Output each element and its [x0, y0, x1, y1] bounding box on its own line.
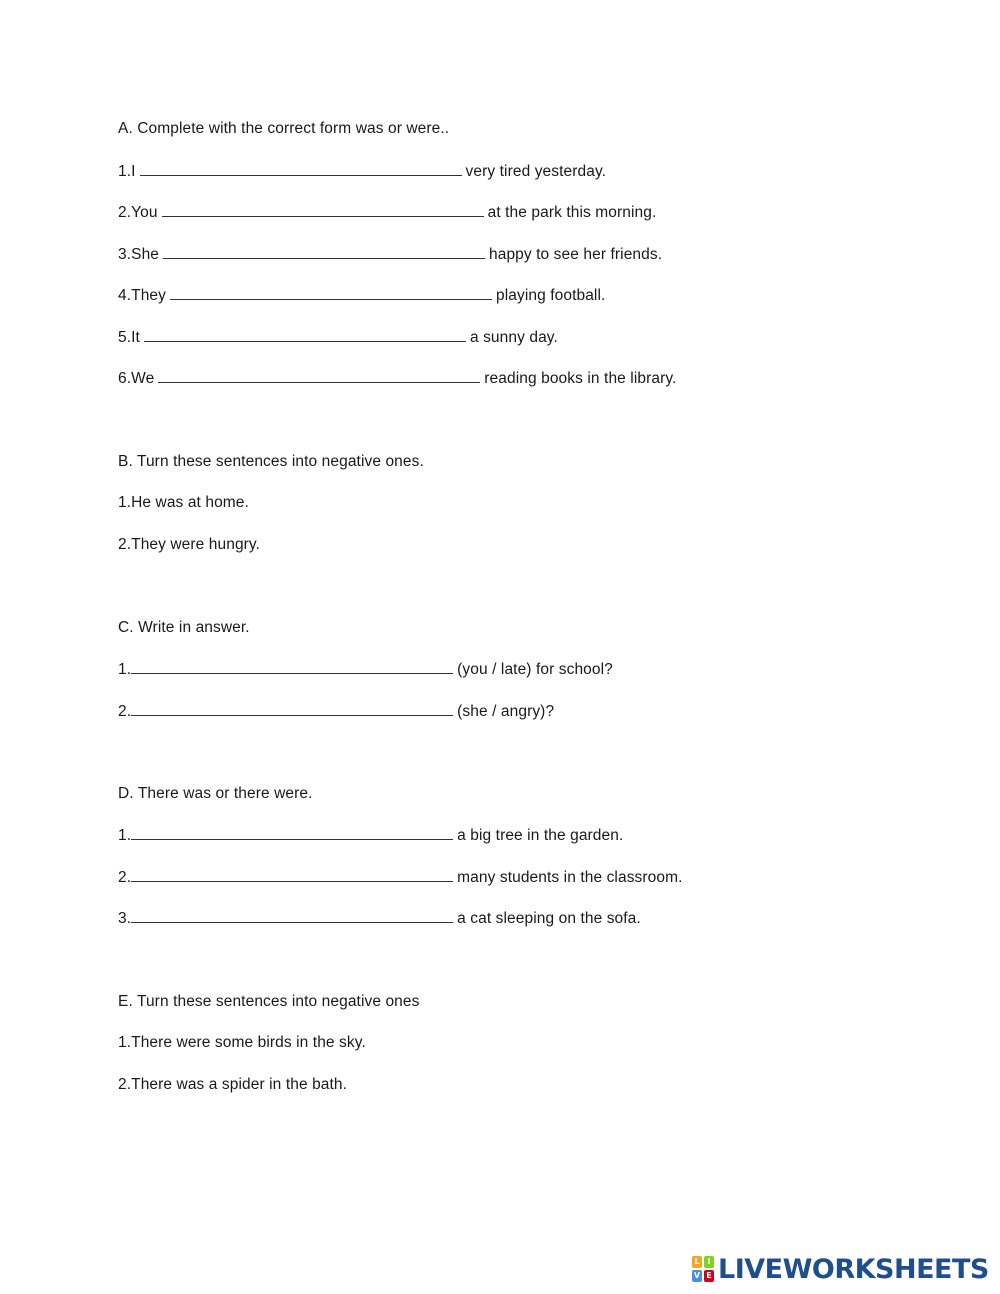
answer-blank[interactable] [131, 908, 453, 923]
item-suffix: very tired yesterday. [465, 163, 607, 180]
item-suffix: playing football. [496, 287, 606, 304]
answer-blank[interactable] [170, 285, 492, 300]
item-suffix: (you / late) for school? [457, 661, 613, 678]
logo-mark-letter: L [692, 1256, 702, 1268]
item-prefix: 2.You [118, 204, 158, 221]
answer-blank[interactable] [140, 161, 462, 176]
section-b-item-1: 1.He was at home. [118, 494, 249, 511]
answer-blank[interactable] [131, 867, 453, 882]
answer-blank[interactable] [131, 701, 453, 716]
item-suffix: many students in the classroom. [457, 869, 683, 886]
item-suffix: a big tree in the garden. [457, 827, 624, 844]
item-prefix: 5.It [118, 329, 140, 346]
answer-blank[interactable] [158, 368, 480, 383]
item-prefix: 2. [118, 869, 132, 886]
item-prefix: 4.They [118, 287, 166, 304]
section-d-item-2 [118, 867, 683, 888]
item-prefix: 2. [118, 703, 132, 720]
section-a-item-6 [118, 368, 676, 389]
item-suffix: (she / angry)? [457, 703, 555, 720]
logo-mark-letter: E [704, 1270, 714, 1282]
section-b-item-2: 2.They were hungry. [118, 536, 261, 553]
item-prefix: 1. [118, 661, 132, 678]
item-prefix: 6.We [118, 370, 155, 387]
section-a-item-1 [118, 161, 606, 182]
section-b-title: B. Turn these sentences into negative ones. [118, 453, 424, 470]
section-d-title: D. There was or there were. [118, 785, 313, 802]
section-e-title: E. Turn these sentences into negative ones [118, 993, 420, 1010]
section-c-item-2 [118, 701, 554, 722]
logo-mark-letter: V [693, 1271, 701, 1280]
answer-blank[interactable] [131, 825, 453, 840]
item-suffix: a sunny day. [469, 329, 558, 346]
section-e-item-2: 2.There was a spider in the bath. [118, 1076, 348, 1093]
section-a-item-5 [118, 327, 558, 348]
answer-blank[interactable] [162, 202, 484, 217]
item-prefix: 1.I [118, 163, 136, 180]
section-a-item-3 [118, 244, 662, 265]
answer-blank[interactable] [144, 327, 466, 342]
item-suffix: at the park this morning. [487, 204, 657, 221]
item-prefix: 3.She [118, 246, 160, 263]
item-prefix: 3. [118, 910, 132, 927]
item-prefix: 1. [118, 827, 132, 844]
logo-text: LIVEWORKSHEETS [718, 1253, 989, 1285]
section-d-item-3 [118, 908, 641, 929]
section-a-item-4 [118, 285, 605, 306]
section-a-title: A. Complete with the correct form was or were.. [118, 120, 450, 137]
section-a-item-2 [118, 202, 656, 223]
answer-blank[interactable] [131, 659, 453, 674]
answer-blank[interactable] [163, 244, 485, 259]
item-suffix: a cat sleeping on the sofa. [457, 910, 641, 927]
item-suffix: reading books in the library. [484, 370, 677, 387]
section-c-item-1 [118, 659, 613, 680]
logo-mark-letter: I [704, 1256, 714, 1268]
liveworksheets-logo [692, 1254, 989, 1284]
section-c-title: C. Write in answer. [118, 619, 250, 636]
section-e-item-1: 1.There were some birds in the sky. [118, 1034, 366, 1051]
section-d-item-1 [118, 825, 623, 846]
logo-mark-icon [692, 1256, 714, 1282]
item-suffix: happy to see her friends. [489, 246, 663, 263]
